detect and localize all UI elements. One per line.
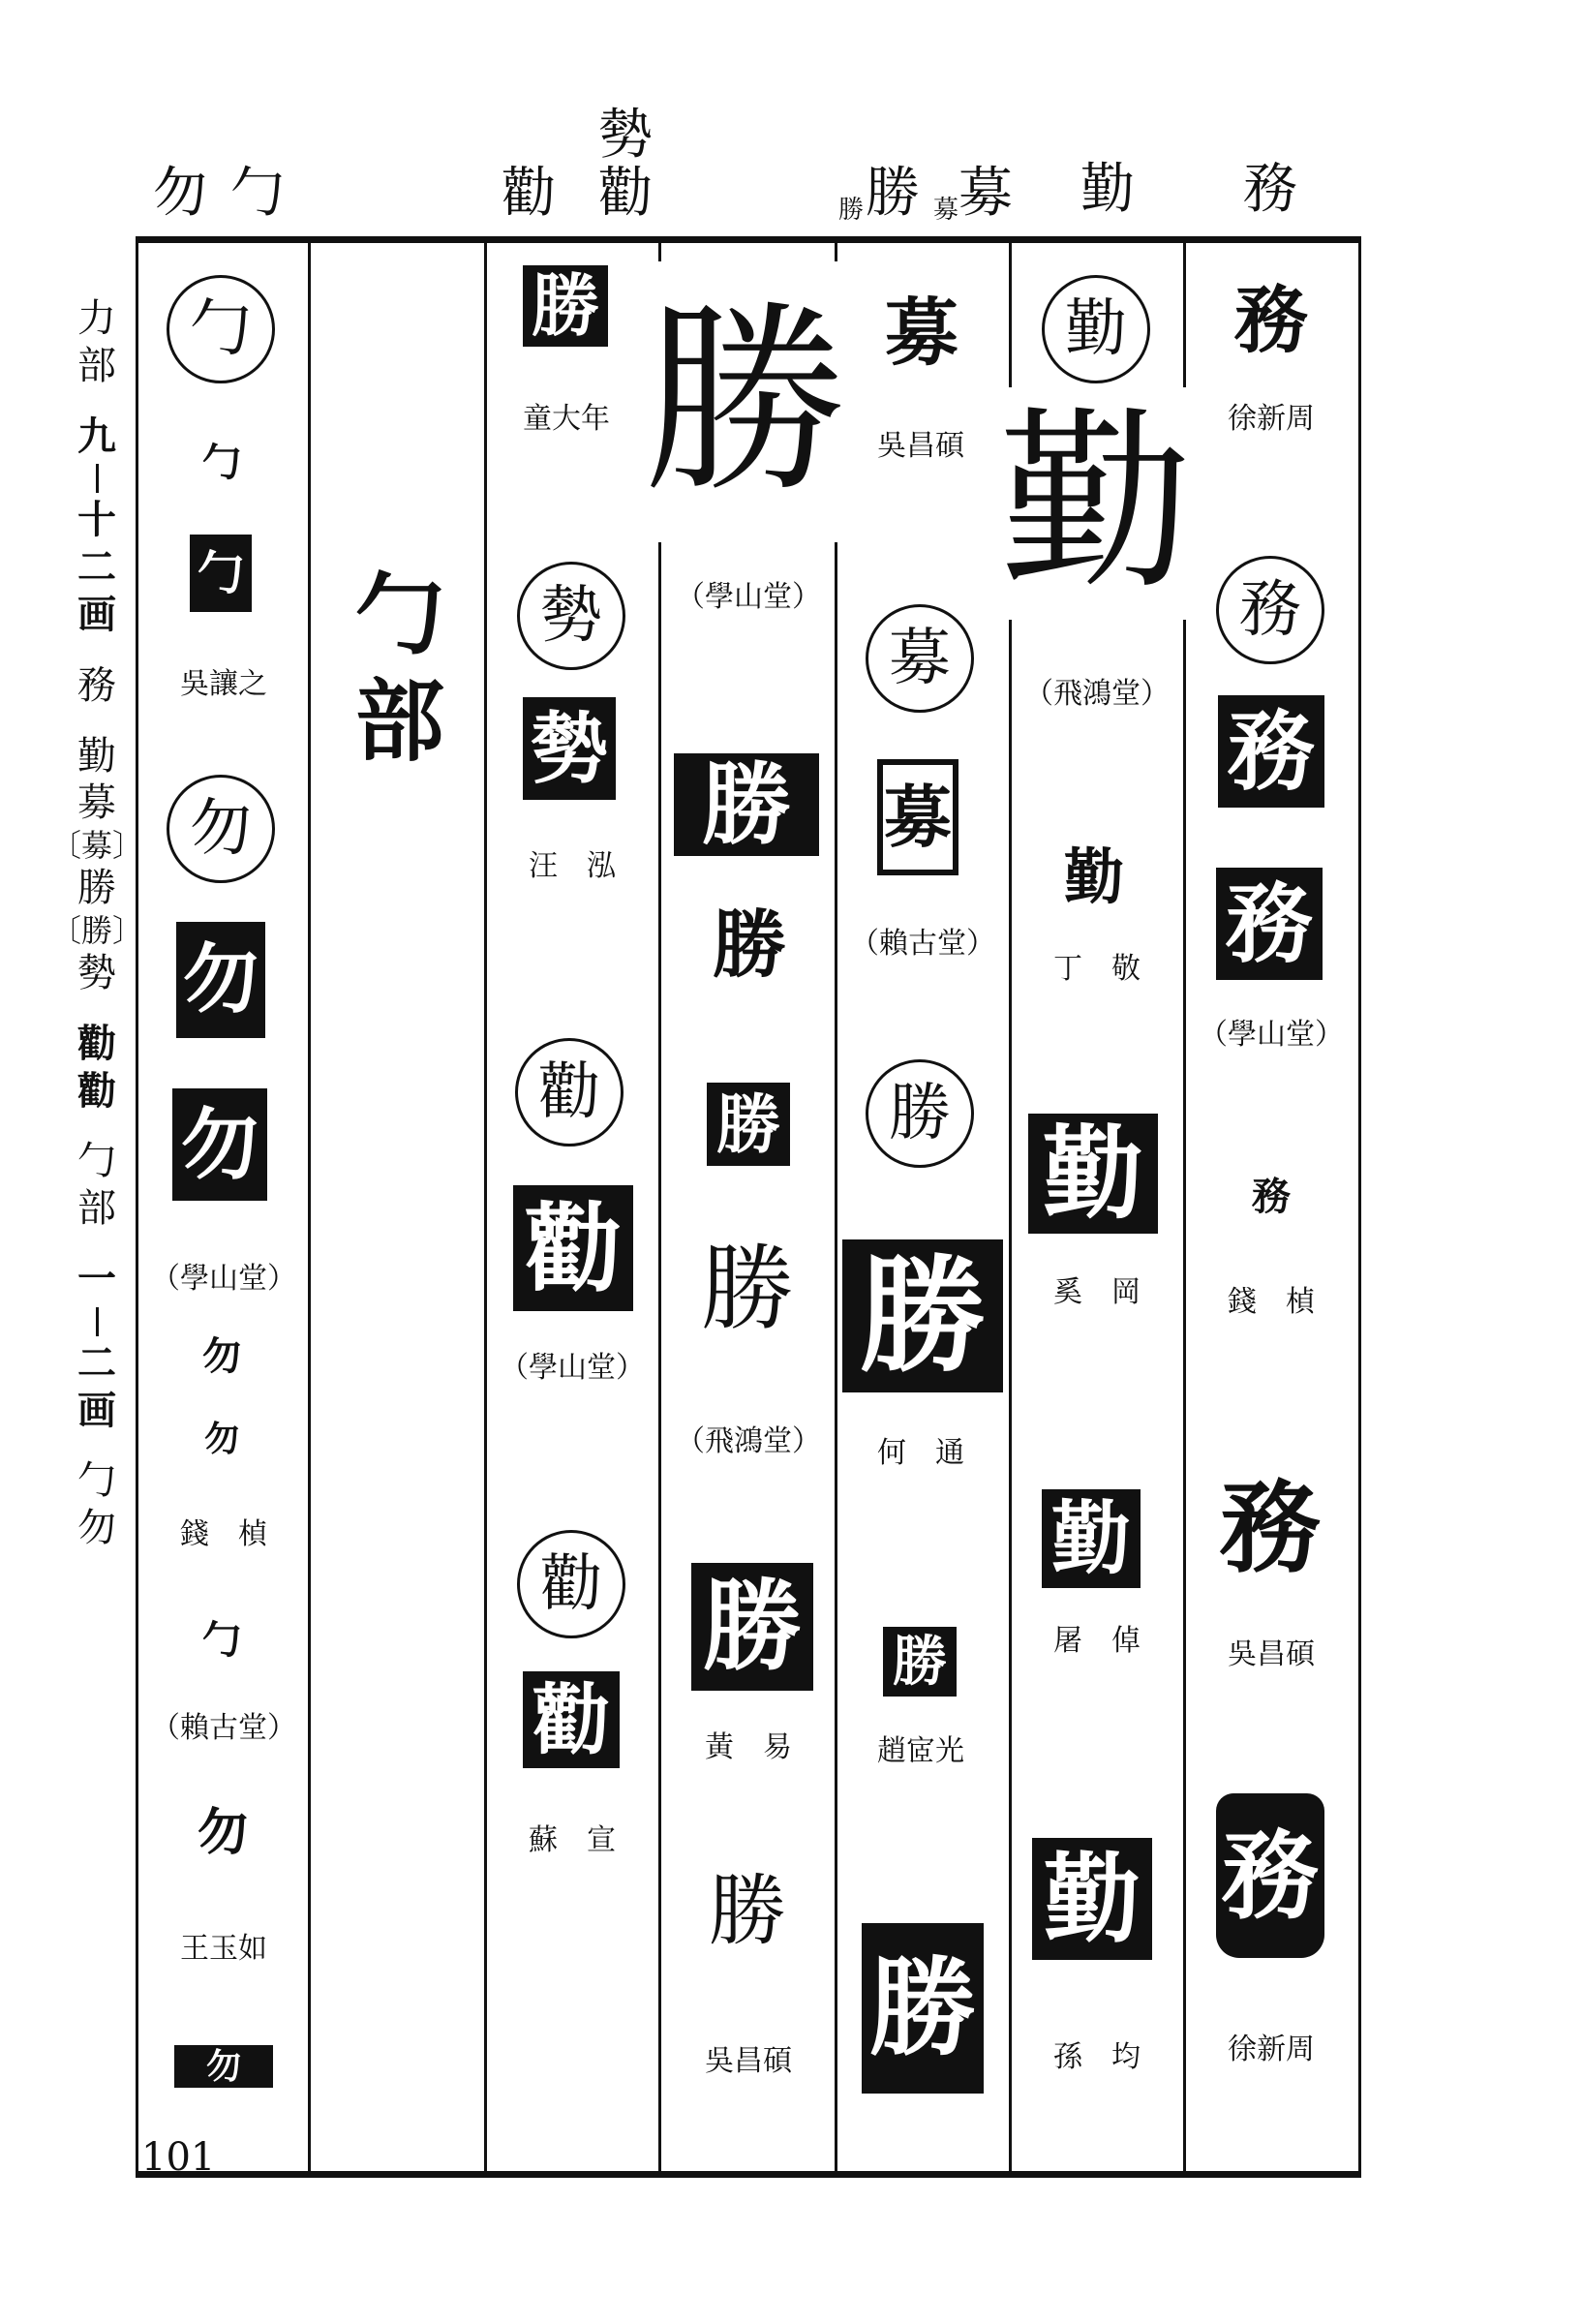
seal-caption: 吳讓之 — [180, 667, 267, 701]
seal-caption: 錢 楨 — [180, 1517, 267, 1551]
header-col3-b: 勸 — [598, 162, 653, 225]
header-col5-small-a: 勝 — [838, 196, 865, 225]
seal-impression: 募 — [881, 277, 962, 389]
seal-impression: 勿 — [176, 922, 265, 1038]
header-col5-a: 勝 — [866, 162, 920, 225]
running-head-char: 〔勝〕 — [50, 912, 144, 949]
seal-impression: 募 — [877, 759, 958, 875]
seal-impression: 勿 — [174, 2045, 273, 2088]
running-head-char: 〔募〕 — [50, 827, 144, 865]
section-title-char: 部 — [354, 669, 444, 775]
running-head-char: 勿 — [77, 1506, 116, 1551]
seal-impression: 勝 — [709, 885, 790, 1005]
seal-impression: 勿 — [199, 1420, 244, 1458]
seal-impression: 勝 — [862, 1923, 984, 2094]
seal-impression: 勝 — [523, 265, 608, 347]
header-col3-a: 勸 — [502, 162, 556, 225]
seal-caption: 蘇 宣 — [529, 1823, 616, 1857]
seal-caption: 孫 均 — [1053, 2040, 1141, 2074]
dash-divider — [96, 464, 99, 493]
seal-impression: 勤 — [989, 387, 1202, 620]
running-head-char: 十 — [77, 497, 116, 543]
running-head-char: 勸 — [77, 1020, 116, 1066]
header-col3-top: 勢 — [598, 104, 653, 167]
seal-caption: 王玉如 — [180, 1932, 267, 1966]
header-col1-a: 勿 — [153, 162, 207, 225]
running-head-char: 勝 — [77, 866, 116, 911]
seal-impression: 勤 — [1053, 842, 1135, 912]
seal-caption: 屠 倬 — [1053, 1624, 1141, 1658]
running-head-char: 部 — [77, 1186, 116, 1232]
seal-impression: 勝 — [691, 1563, 813, 1691]
header-col5-small-b: 募 — [933, 196, 959, 225]
section-title-char: 勹 — [354, 563, 444, 667]
seal-caption: （賴古堂） — [850, 927, 995, 961]
seal-impression: 勸 — [523, 1671, 620, 1768]
seal-impression: 勝 — [701, 1220, 794, 1358]
page-number: 101 — [141, 2135, 216, 2180]
seal-impression: 勤 — [1032, 1838, 1152, 1960]
running-head-char: 九 — [77, 413, 116, 459]
seal-impression: 務 — [1212, 1464, 1328, 1592]
running-head-char: 勢 — [77, 951, 116, 996]
seal-caption: 徐新周 — [1228, 402, 1315, 436]
running-head-char: 勤 — [77, 733, 116, 779]
seal-impression: 勿 — [199, 1334, 244, 1379]
seal-impression: 勝 — [674, 753, 819, 856]
seal-impression: 勢 — [523, 697, 616, 800]
circled-char: 勸 — [515, 1038, 624, 1147]
running-head-char: 務 — [77, 662, 116, 708]
seal-impression: 勝 — [639, 261, 852, 542]
seal-impression: 務 — [1228, 275, 1315, 366]
seal-caption: 何 通 — [877, 1436, 964, 1470]
seal-caption: （學山堂） — [676, 580, 821, 614]
seal-impression: 勹 — [190, 535, 252, 612]
running-head-char: 二 — [77, 1339, 116, 1386]
column-divider — [308, 242, 311, 2173]
running-head-char: 力 — [77, 296, 116, 341]
running-head-char: 募 — [77, 780, 116, 826]
header-col6: 勤 — [1080, 158, 1135, 221]
running-head-char: 画 — [77, 1387, 116, 1433]
seal-caption: 奚 岡 — [1053, 1275, 1141, 1309]
running-head-char: 画 — [77, 591, 116, 637]
section-title — [347, 562, 453, 776]
running-head — [50, 295, 144, 1552]
seal-caption: 趙宧光 — [877, 1734, 964, 1768]
circled-char: 募 — [866, 604, 974, 713]
seal-caption: 吳昌碩 — [705, 2044, 792, 2078]
seal-impression: 勝 — [883, 1627, 957, 1697]
circled-char: 勢 — [517, 562, 625, 670]
seal-caption: 汪 泓 — [529, 849, 616, 883]
running-head-char: 二 — [77, 544, 116, 591]
seal-impression: 務 — [1218, 695, 1324, 808]
seal-caption: （賴古堂） — [151, 1711, 296, 1745]
running-head-char: 一 — [77, 1256, 116, 1302]
seal-impression: 勝 — [707, 1083, 790, 1166]
seal-caption: （飛鴻堂） — [676, 1424, 821, 1458]
seal-impression: 勿 — [172, 1088, 267, 1201]
header-col5-b: 募 — [958, 162, 1013, 225]
seal-caption: 童大年 — [523, 402, 610, 436]
circled-char: 勝 — [866, 1059, 974, 1168]
header-col1-b: 勹 — [230, 162, 285, 225]
column-divider — [136, 242, 138, 2173]
circled-char: 務 — [1216, 556, 1324, 664]
seal-impression: 務 — [1216, 868, 1323, 980]
seal-impression: 勝 — [842, 1239, 1003, 1392]
running-head-char: 勸 — [77, 1067, 116, 1114]
seal-caption: 徐新周 — [1228, 2033, 1315, 2066]
header-col7: 務 — [1243, 158, 1297, 221]
seal-caption: （學山堂） — [1199, 1018, 1344, 1052]
running-head-char: 勹 — [77, 1139, 116, 1184]
circled-char: 勹 — [167, 275, 275, 383]
circled-char: 勿 — [167, 775, 275, 883]
seal-impression: 勹 — [199, 1617, 244, 1664]
seal-caption: 丁 敬 — [1053, 952, 1141, 986]
seal-caption: （學山堂） — [151, 1262, 296, 1296]
seal-impression: 勸 — [513, 1185, 633, 1311]
running-head-char: 部 — [77, 343, 116, 388]
seal-impression: 勿 — [196, 1801, 250, 1865]
seal-caption: （學山堂） — [500, 1351, 645, 1385]
seal-caption: （飛鴻堂） — [1024, 677, 1170, 711]
seal-impression: 勹 — [198, 442, 245, 484]
seal-impression: 勤 — [1028, 1114, 1158, 1234]
circled-char: 勸 — [517, 1530, 625, 1638]
seal-caption: 吳昌碩 — [877, 429, 964, 463]
dash-divider — [96, 1307, 99, 1336]
column-divider — [1358, 242, 1361, 2173]
seal-impression: 勤 — [1042, 1489, 1141, 1588]
seal-impression: 務 — [1216, 1793, 1324, 1958]
seal-caption: 吳昌碩 — [1228, 1637, 1315, 1671]
running-head-char: 勹 — [77, 1458, 116, 1504]
seal-caption: 錢 楨 — [1228, 1285, 1315, 1319]
column-divider — [484, 242, 487, 2173]
seal-impression: 勝 — [707, 1851, 788, 1972]
seal-impression: 務 — [1249, 1174, 1293, 1220]
seal-caption: 黃 易 — [705, 1730, 792, 1764]
circled-char: 勤 — [1042, 275, 1150, 383]
